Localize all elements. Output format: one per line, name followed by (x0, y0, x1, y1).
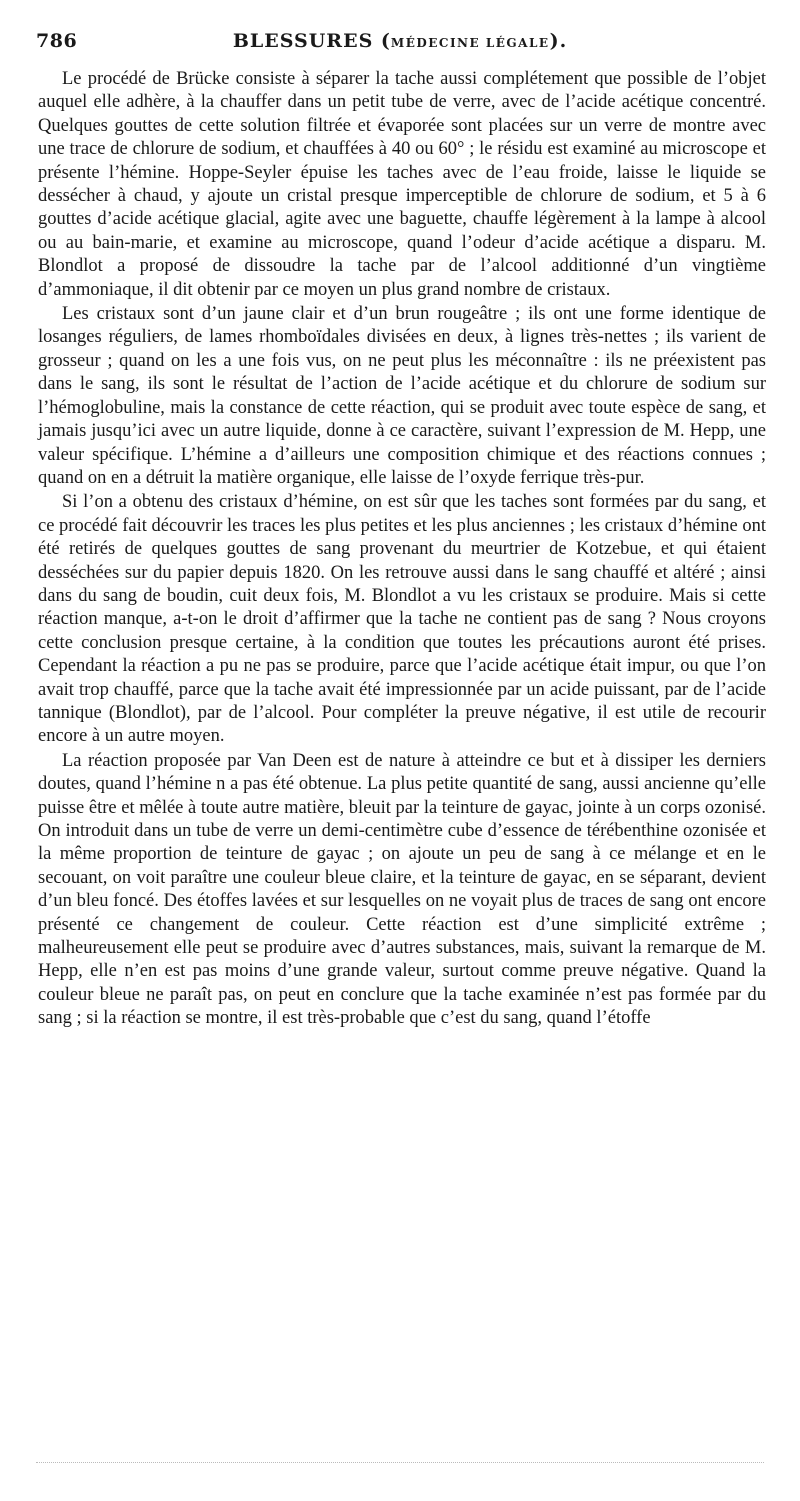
paragraph-hemine: Si l’on a obtenu des cristaux d’hémine, on est sûr que les taches sont formées par du sang, et ce procédé fait découvrir les traces les plus petites et les plus anciennes ; les cristaux d’hémine ont été retirés de quelques gouttes de sang provenant du meurtrier de Kotzebue, et qui étaient desséchées sur du papier depuis 1820. On les retrouve aussi dans le sang chauffé et altéré ; ainsi dans du sang de boudin, cuit deux fois, M. Blondlot a vu les cristaux se produire. Mais si cette réaction manque, a-t-on le droit d’affirmer que la tache ne contient pas de sang ? Nous croyons cette conclusion presque certaine, à la condition que toutes les précautions auront été prises. Cependant la réaction a pu ne pas se produire, parce que l’acide acétique était impur, ou que l’on avait trop chauffé, parce que la tache avait été impressionnée par un acide puissant, par de l’acide tannique (Blondlot), par de l’alcool. Pour compléter la preuve négative, il est utile de recourir encore à un autre moyen. (38, 492, 766, 747)
running-title-smallcaps: MÉDECINE LÉGALE (390, 36, 550, 50)
running-title-main: BLESSURES ( (232, 30, 391, 52)
footer-rule (36, 1462, 764, 1463)
page-header (36, 30, 764, 58)
running-title-end: ). (549, 30, 568, 52)
paragraph-van-deen: La réaction proposée par Van Deen est de nature à atteindre ce but et à dissiper les derniers doutes, quand l’hémine n a pas été obtenue. La plus petite quantité de sang, aussi ancienne qu’elle puisse être et mêlée à toute autre matière, bleuit par la teinture de gayac, jointe à un corps ozonisé. On introduit dans un tube de verre un demi-centimètre cube d’essence de térébenthine ozonisée et la même proportion de teinture de gayac ; on ajoute un peu de sang à ce mélange et en le secouant, on voit paraître une couleur bleue claire, et la teinture de gayac, en se séparant, devient d’un bleu foncé. Des étoffes lavées et sur lesquelles on ne voyait plus de traces de sang ont encore présenté ce changement de couleur. Cette réaction est d’une simplicité extrême ; malheureusement elle peut se produire avec d’autres substances, mais, suivant la remarque de M. Hepp, elle n’en est pas moins d’une grande valeur, surtout comme preuve négative. Quand la couleur bleue ne paraît pas, on peut en conclure que la tache examinée n’est pas formée par du sang ; si la réaction se montre, il est très-probable que c’est du sang, quand l’étoffe (38, 750, 766, 1029)
paragraph-brucke: Le procédé de Brücke consiste à séparer la tache aussi complétement que possible de l’objet auquel elle adhère, à la chauffer dans un petit tube de verre, avec de l’acide acétique concentré. Quelques gouttes de cette solution filtrée et évaporée sont placées sur un verre de montre avec une trace de chlorure de sodium, et chauffées à 40 ou 60° ; le résidu est examiné au microscope et présente l’hémine. Hoppe-Seyler épuise les taches avec de l’eau froide, laisse le liquide se dessécher à chaud, y ajoute un cristal presque imperceptible de chlorure de sodium, et 5 à 6 gouttes d’acide acétique glacial, agite avec une baguette, chauffe légèrement à la lampe à alcool ou au bain-marie, et examine au microscope, quand l’odeur d’acide acétique a disparu. M. Blondlot a proposé de dissoudre la tache par de l’alcool additionné d’un vingtième d’ammoniaque, il dit obtenir par ce moyen un plus grand nombre de cristaux. (38, 69, 766, 300)
paragraph-cristaux: Les cristaux sont d’un jaune clair et d’un brun rougeâtre ; ils ont une forme identique de losanges réguliers, de lames rhomboïdales divisées en deux, à lignes très-nettes ; ils varient de grosseur ; quand on les a une fois vus, on ne peut plus les méconnaître : ils ne préexistent pas dans le sang, ils sont le résultat de l’action de l’acide acétique et du chlorure de sodium sur l’hémoglobuline, mais la constance de cette réaction, qui se produit avec toute espèce de sang, et jamais jusqu’ici avec un autre liquide, donne à ce caractère, suivant l’expression de M. Hepp, une valeur spécifique. L’hémine a d’ailleurs une composition chimique et des réactions connues ; quand on en a détruit la matière organique, elle laisse de l’oxyde ferrique très-pur. (38, 304, 766, 488)
page-number: 786 (36, 30, 78, 52)
body-text (38, 68, 766, 1032)
running-title (36, 30, 764, 52)
